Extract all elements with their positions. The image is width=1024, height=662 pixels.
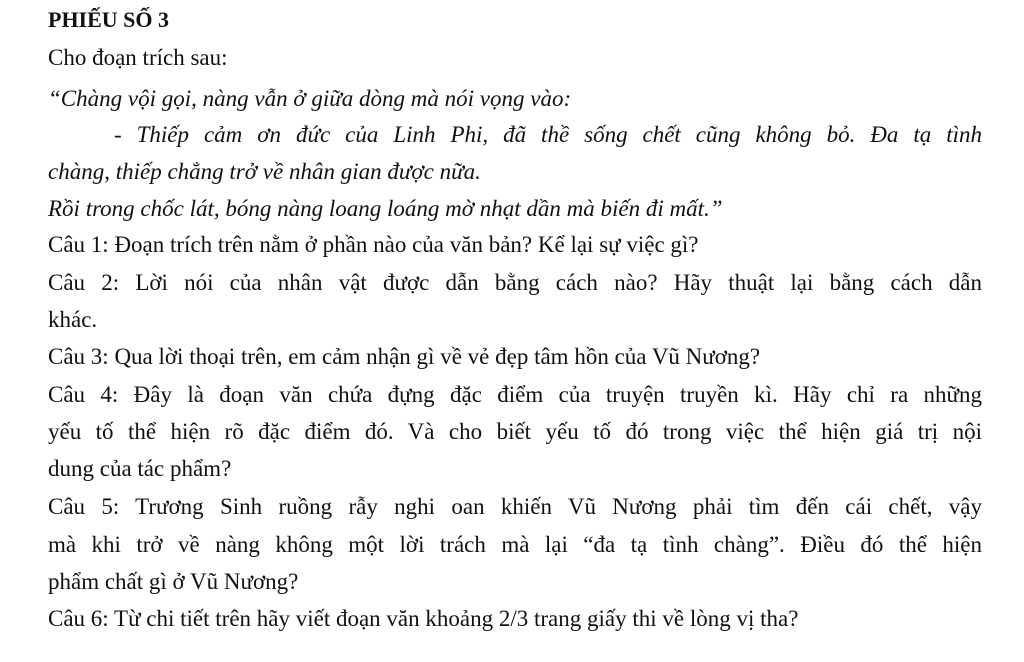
excerpt-line-4: Rồi trong chốc lát, bóng nàng loang loáng mờ nhạt dần mà biến đi mất.”: [48, 196, 723, 221]
question-5-line-3: phẩm chất gì ở Vũ Nương?: [48, 569, 299, 594]
question-4-line-3: dung của tác phẩm?: [48, 456, 232, 481]
worksheet-title: PHIẾU SỐ 3: [48, 7, 170, 32]
question-2-line-2: khác.: [48, 307, 98, 332]
question-1-line-1: Câu 1: Đoạn trích trên nằm ở phần nào của văn bản? Kể lại sự việc gì?: [48, 232, 699, 257]
excerpt-line-2: - Thiếp cảm ơn đức của Linh Phi, đã thề sống chết cũng không bỏ. Đa tạ tình: [114, 122, 982, 147]
question-3-line-1: Câu 3: Qua lời thoại trên, em cảm nhận gì về vẻ đẹp tâm hồn của Vũ Nương?: [48, 344, 761, 369]
excerpt-line-3: chàng, thiếp chẳng trở về nhân gian được nữa.: [48, 159, 481, 184]
intro-text: Cho đoạn trích sau:: [48, 45, 228, 70]
question-5-line-1: Câu 5: Trương Sinh ruồng rẫy nghi oan khiến Vũ Nương phải tìm đến cái chết, vậy: [48, 494, 982, 519]
question-5-line-2: mà khi trở về nàng không một lời trách mà lại “đa tạ tình chàng”. Điều đó thể hiện: [48, 532, 982, 557]
question-6-line-1: Câu 6: Từ chi tiết trên hãy viết đoạn văn khoảng 2/3 trang giấy thi về lòng vị tha?: [48, 606, 799, 631]
question-2-line-1: Câu 2: Lời nói của nhân vật được dẫn bằng cách nào? Hãy thuật lại bằng cách dẫn: [48, 270, 982, 295]
question-4-line-1: Câu 4: Đây là đoạn văn chứa đựng đặc điểm của truyện truyền kì. Hãy chỉ ra những: [48, 382, 982, 407]
excerpt-line-1: “Chàng vội gọi, nàng vẫn ở giữa dòng mà nói vọng vào:: [48, 86, 572, 111]
question-4-line-2: yếu tố thể hiện rõ đặc điểm đó. Và cho biết yếu tố đó trong việc thể hiện giá trị nội: [48, 419, 982, 444]
worksheet-page: [48, 0, 988, 662]
